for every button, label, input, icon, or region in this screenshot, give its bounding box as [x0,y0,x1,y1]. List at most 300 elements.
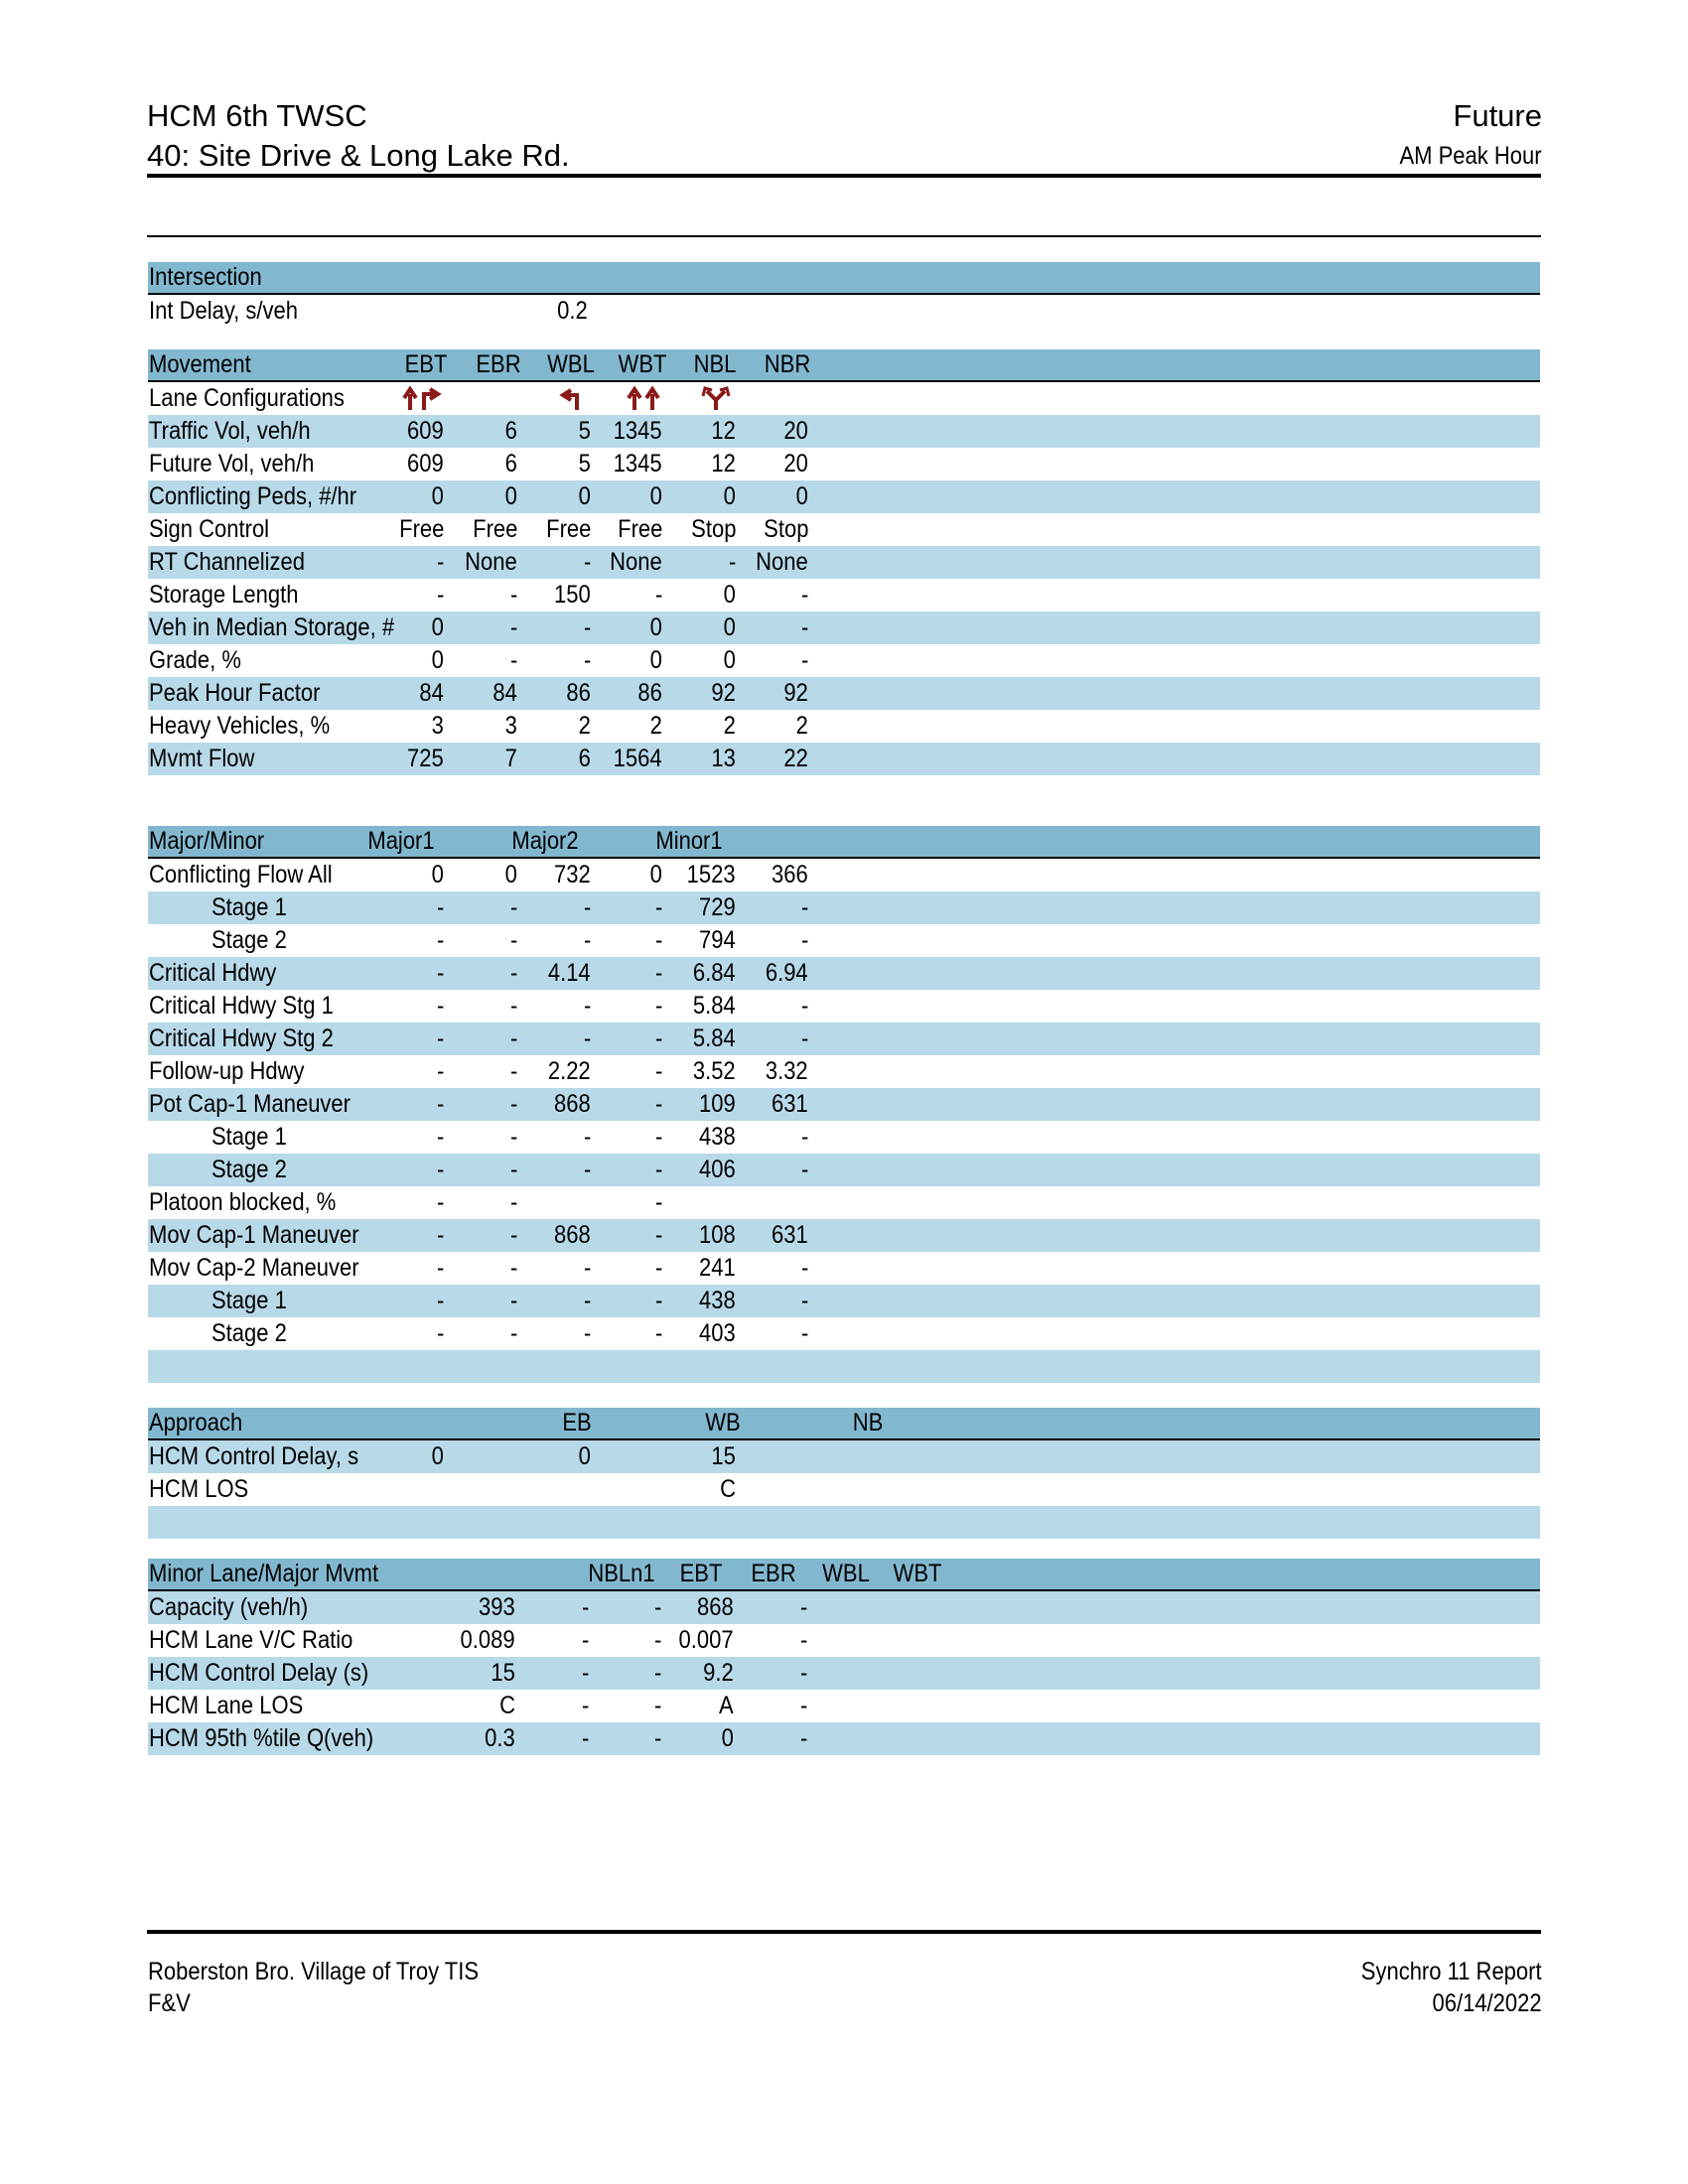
table-cell: 15 [711,1442,736,1470]
table-cell: - [436,1254,444,1282]
intersection-header-row [148,262,1540,295]
row-label: Stage 2 [211,926,287,954]
minor-lane-col-header: NBLn1 [588,1560,655,1587]
row-label: Grade, % [149,646,241,674]
table-row [148,1473,1540,1506]
table-cell: - [509,1090,517,1118]
table-cell: 86 [566,679,591,707]
movement-col-header: NBL [693,350,737,378]
table-cell: 609 [407,417,444,445]
table-cell: - [654,1254,662,1282]
table-cell: - [799,1593,807,1621]
row-label: Conflicting Flow All [149,861,333,888]
int-delay-value: 0.2 [557,297,588,325]
table-row [148,513,1540,546]
table-row [148,1285,1540,1317]
table-cell: 0 [723,482,736,510]
row-label: Future Vol, veh/h [149,450,315,478]
table-cell: - [799,1626,807,1654]
table-cell: - [436,893,444,921]
table-cell: 2 [649,712,662,740]
table-cell: 109 [699,1090,736,1118]
table-cell: 0 [431,482,444,510]
table-cell: - [654,959,662,987]
table-cell: 868 [554,1221,591,1249]
table-cell: - [509,1319,517,1347]
table-row [148,1440,1540,1473]
table-cell: - [654,1221,662,1249]
table-cell: 84 [419,679,444,707]
left-turn-arrow-icon [559,386,587,412]
table-cell: - [436,1024,444,1052]
table-cell: C [720,1475,736,1503]
table-cell: 86 [637,679,662,707]
movement-col-header: WBL [547,350,595,378]
row-label: Sign Control [149,515,270,543]
table-row [148,1657,1540,1690]
table-cell: - [436,1090,444,1118]
table-row [148,480,1540,513]
table-cell: - [509,1123,517,1151]
table-row [148,677,1540,710]
table-cell: - [436,1188,444,1216]
table-cell: - [653,1692,661,1719]
table-cell: 1345 [614,450,662,478]
row-label: Follow-up Hdwy [149,1057,305,1085]
table-cell: 6 [504,417,517,445]
table-cell: 3.32 [766,1057,808,1085]
row-label: Mvmt Flow [149,745,255,772]
table-cell: 0 [649,861,662,888]
table-cell: 2.22 [548,1057,591,1085]
table-cell: Free [617,515,662,543]
table-cell: 12 [711,417,736,445]
table-cell: - [581,1692,589,1719]
approach-col-header: NB [852,1409,884,1436]
row-label: Critical Hdwy Stg 1 [149,992,334,1020]
table-cell: Free [472,515,517,543]
table-cell: - [800,1254,808,1282]
row-label: HCM LOS [149,1475,249,1503]
int-delay-label: Int Delay, s/veh [149,297,298,325]
row-label: Stage 2 [211,1319,287,1347]
table-cell: 84 [492,679,517,707]
table-cell: 631 [772,1221,808,1249]
table-cell: 609 [407,450,444,478]
row-label: Stage 1 [211,1123,287,1151]
table-cell: 20 [783,450,808,478]
table-row [148,1186,1540,1219]
table-cell: - [800,926,808,954]
row-label: Mov Cap-1 Maneuver [149,1221,359,1249]
row-label: Mov Cap-2 Maneuver [149,1254,359,1282]
report-header-left [147,96,570,176]
table-row [148,1154,1540,1186]
row-label: Heavy Vehicles, % [149,712,331,740]
table-cell: - [799,1692,807,1719]
table-cell: 6 [504,450,517,478]
major-minor-header-row [148,826,1540,859]
table-cell: 0 [649,614,662,641]
table-cell: Stop [763,515,808,543]
movement-section [148,349,1540,775]
table-cell: - [800,1156,808,1183]
table-cell: 406 [699,1156,736,1183]
movement-header-row [148,349,1540,382]
table-cell: 6.94 [766,959,808,987]
movement-col-header: NBR [764,350,811,378]
table-cell: - [654,1024,662,1052]
table-cell: - [509,1254,517,1282]
table-cell: - [436,581,444,609]
table-cell: - [799,1724,807,1752]
int-delay-row [148,295,1540,328]
table-cell: - [583,992,591,1020]
intersection-header: Intersection [149,263,262,291]
table-row [148,644,1540,677]
table-cell: 13 [711,745,736,772]
table-cell: 7 [504,745,517,772]
table-cell: - [509,1057,517,1085]
table-row [148,891,1540,924]
footer-left [148,1956,479,2019]
table-cell: 794 [699,926,736,954]
table-cell: - [436,1156,444,1183]
row-label: Stage 1 [211,1287,287,1314]
table-cell: 0 [795,482,808,510]
table-row [148,579,1540,612]
row-label: HCM Lane LOS [149,1692,304,1719]
table-cell: - [800,1024,808,1052]
table-cell: - [653,1626,661,1654]
table-row [148,957,1540,990]
row-label: Traffic Vol, veh/h [149,417,311,445]
table-cell: - [509,1188,517,1216]
table-cell: 12 [711,450,736,478]
table-cell: - [583,548,591,576]
table-cell: - [800,992,808,1020]
table-cell: - [654,1090,662,1118]
table-cell: - [800,1123,808,1151]
table-row [148,710,1540,743]
table-cell: 438 [699,1123,736,1151]
table-cell: 725 [407,745,444,772]
through-right-arrow-icon [400,386,444,412]
table-cell: 868 [554,1090,591,1118]
table-cell: 92 [711,679,736,707]
table-cell: - [436,959,444,987]
table-cell: - [436,1319,444,1347]
approach-col-header: WB [705,1409,741,1436]
table-cell: Free [398,515,444,543]
table-cell: - [581,1659,589,1687]
table-cell: - [581,1593,589,1621]
table-cell: 0.3 [485,1724,515,1752]
table-cell: - [436,1123,444,1151]
table-cell: 366 [772,861,808,888]
table-cell: - [436,548,444,576]
movement-col-header: EBT [404,350,448,378]
table-cell: - [509,992,517,1020]
footer-rule [147,1930,1541,1934]
table-cell: - [583,926,591,954]
row-label: HCM Control Delay (s) [149,1659,369,1687]
table-cell: 1345 [614,417,662,445]
project-name: Roberston Bro. Village of Troy TIS [148,1958,480,1985]
row-label: Pot Cap-1 Maneuver [149,1090,352,1118]
table-cell: - [581,1626,589,1654]
header-rule [147,174,1541,178]
intersection-section [148,262,1540,328]
table-cell: 729 [699,893,736,921]
table-cell: - [509,646,517,674]
table-cell: - [653,1659,661,1687]
table-cell: 0 [649,646,662,674]
table-cell: 0 [504,861,517,888]
table-cell: None [465,548,517,576]
report-date: 06/14/2022 [1432,1989,1542,2017]
table-cell: None [756,548,808,576]
table-cell: - [436,1221,444,1249]
table-cell: C [499,1692,515,1719]
row-label: Veh in Median Storage, # [149,614,395,641]
table-cell: 5.84 [693,1024,736,1052]
table-cell: - [799,1659,807,1687]
table-row [148,1624,1540,1657]
table-row [148,415,1540,448]
table-cell: - [654,1156,662,1183]
table-cell: 9.2 [703,1659,734,1687]
row-label: HCM 95th %tile Q(veh) [149,1724,374,1752]
table-cell: - [583,1123,591,1151]
table-cell: 0 [578,482,591,510]
table-cell: 6 [578,745,591,772]
approach-header-row [148,1408,1540,1440]
table-cell: - [509,893,517,921]
table-cell: - [436,1287,444,1314]
table-cell: 241 [699,1254,736,1282]
table-cell: - [654,893,662,921]
row-label: Critical Hdwy Stg 2 [149,1024,334,1052]
table-row [148,1722,1540,1755]
minor-lane-col-header: EBT [679,1560,723,1587]
row-label: Storage Length [149,581,299,609]
table-cell: 2 [795,712,808,740]
table-cell: 2 [578,712,591,740]
table-cell: - [583,893,591,921]
table-cell: 0 [723,646,736,674]
row-label: Critical Hdwy [149,959,277,987]
approach-section [148,1408,1540,1539]
table-row [148,612,1540,644]
minor-lane-col-header: EBR [751,1560,796,1587]
table-cell: - [509,1156,517,1183]
approach-col-header: EB [562,1409,592,1436]
table-cell: 2 [723,712,736,740]
table-cell: - [800,581,808,609]
table-cell: - [654,1188,662,1216]
table-cell: - [509,581,517,609]
header-thin-rule [147,235,1541,237]
table-cell: 0 [649,482,662,510]
footer-right [1361,1956,1542,2019]
table-cell: 0 [721,1724,734,1752]
table-cell: - [581,1724,589,1752]
table-cell: - [509,1221,517,1249]
table-cell: - [583,614,591,641]
table-cell: 0 [504,482,517,510]
table-cell: 22 [783,745,808,772]
firm-name: F&V [148,1989,191,2017]
table-cell: 3 [504,712,517,740]
table-row [148,1317,1540,1350]
double-through-arrow-icon [623,386,666,412]
minor1-group-header: Minor1 [655,827,723,855]
table-row [148,1055,1540,1088]
movement-col-header: WBT [618,350,667,378]
lane-config-row [148,382,1540,415]
table-cell: None [610,548,662,576]
table-cell: - [653,1724,661,1752]
table-cell: - [583,1156,591,1183]
table-cell: 3.52 [693,1057,736,1085]
table-cell: 0.089 [460,1626,515,1654]
table-row [148,448,1540,480]
intersection-name: 40: Site Drive & Long Lake Rd. [147,138,570,173]
movement-header-label: Movement [149,350,251,378]
table-cell: 5.84 [693,992,736,1020]
table-cell: - [509,1024,517,1052]
table-cell: Free [545,515,591,543]
table-row [148,859,1540,891]
table-cell: - [509,614,517,641]
table-cell: - [436,926,444,954]
table-cell: A [719,1692,734,1719]
major-minor-header-label: Major/Minor [149,827,265,855]
scenario-label: Future [1453,98,1542,133]
major2-group-header: Major2 [511,827,579,855]
row-label: RT Channelized [149,548,305,576]
table-cell: 403 [699,1319,736,1347]
table-cell: 0 [431,1442,444,1470]
table-cell: 631 [772,1090,808,1118]
table-cell: - [800,646,808,674]
table-cell: 1564 [614,745,662,772]
table-cell: - [509,959,517,987]
table-cell: 0 [431,646,444,674]
minor-lane-header-label: Minor Lane/Major Mvmt [149,1560,379,1587]
table-cell: - [654,1057,662,1085]
table-cell: 0 [723,581,736,609]
table-cell: - [654,926,662,954]
table-cell: 0.007 [678,1626,734,1654]
row-label: Conflicting Peds, #/hr [149,482,357,510]
table-cell: - [509,926,517,954]
table-cell: - [654,581,662,609]
major1-group-header: Major1 [367,827,435,855]
approach-header-label: Approach [149,1409,243,1436]
table-cell: - [728,548,736,576]
minor-lane-col-header: WBT [893,1560,942,1587]
table-cell: 4.14 [548,959,591,987]
table-row [148,1252,1540,1285]
table-row [148,924,1540,957]
table-cell: - [800,1287,808,1314]
table-cell: 15 [491,1659,515,1687]
minor-lane-header-row [148,1559,1540,1591]
table-cell: 868 [697,1593,734,1621]
table-cell: - [654,1287,662,1314]
table-row [148,1088,1540,1121]
table-cell: 0 [723,614,736,641]
table-cell: 6.84 [693,959,736,987]
row-label: Stage 2 [211,1156,287,1183]
table-cell: - [654,1123,662,1151]
table-cell: 732 [554,861,591,888]
table-cell: 5 [578,417,591,445]
table-cell: 92 [783,679,808,707]
table-cell: - [436,1057,444,1085]
row-label: HCM Lane V/C Ratio [149,1626,353,1654]
table-cell: Stop [690,515,736,543]
table-cell: 108 [699,1221,736,1249]
table-cell: - [654,992,662,1020]
table-row [148,546,1540,579]
table-row [148,1591,1540,1624]
table-cell: - [583,1287,591,1314]
row-label: HCM Control Delay, s [149,1442,359,1470]
table-cell: - [654,1319,662,1347]
table-cell: 1523 [687,861,736,888]
table-row [148,1121,1540,1154]
table-cell: - [583,646,591,674]
report-header-right [1380,96,1542,176]
period-label: AM Peak Hour [1399,142,1542,170]
table-cell: 150 [554,581,591,609]
table-cell: - [653,1593,661,1621]
section-spacer [148,1506,1540,1539]
row-label: Capacity (veh/h) [149,1593,309,1621]
table-row [148,1219,1540,1252]
table-cell: 0 [431,861,444,888]
row-label: Stage 1 [211,893,287,921]
report-name: Synchro 11 Report [1361,1958,1542,1985]
table-cell: - [583,1024,591,1052]
table-cell: - [800,614,808,641]
row-label: Peak Hour Factor [149,679,321,707]
table-row [148,990,1540,1023]
table-cell: 0 [431,614,444,641]
table-cell: 0 [578,1442,591,1470]
table-row [148,1023,1540,1055]
table-row [148,743,1540,775]
major-minor-section [148,826,1540,1383]
table-cell: 438 [699,1287,736,1314]
table-cell: - [436,992,444,1020]
table-cell: 3 [431,712,444,740]
table-cell: 393 [479,1593,515,1621]
table-cell: 5 [578,450,591,478]
table-cell: - [800,1319,808,1347]
table-cell: - [583,1254,591,1282]
report-title: HCM 6th TWSC [147,98,367,133]
row-label: Platoon blocked, % [149,1188,337,1216]
table-cell: 20 [783,417,808,445]
minor-lane-col-header: WBL [822,1560,870,1587]
lane-config-label: Lane Configurations [149,384,345,412]
movement-col-header: EBR [476,350,521,378]
minor-lane-section [148,1559,1540,1755]
